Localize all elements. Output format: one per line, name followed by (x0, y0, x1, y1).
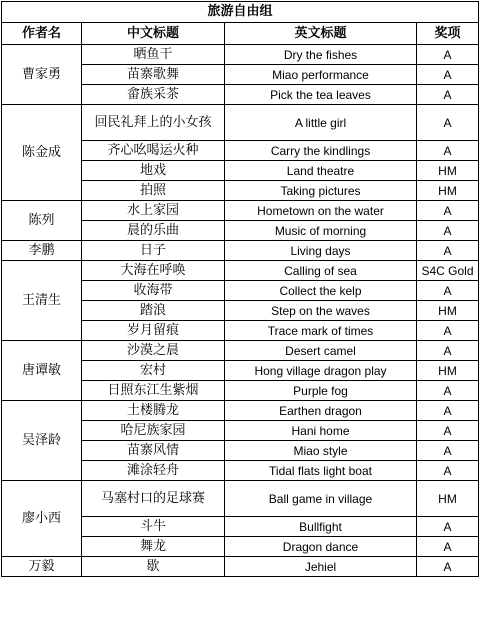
en-title-cell: Trace mark of times (225, 321, 417, 341)
author-cell: 李鹏 (2, 241, 82, 261)
en-title-cell: Desert camel (225, 341, 417, 361)
zh-title-cell: 斗牛 (82, 517, 225, 537)
author-cell: 陈金成 (2, 105, 82, 201)
author-cell: 唐谭敏 (2, 341, 82, 401)
award-cell: A (417, 201, 479, 221)
table-row (2, 105, 479, 141)
en-title-cell: Dragon dance (225, 537, 417, 557)
zh-title-cell: 收海带 (82, 281, 225, 301)
en-title-cell: Collect the kelp (225, 281, 417, 301)
en-title-cell: Hong village dragon play (225, 361, 417, 381)
award-cell: A (417, 321, 479, 341)
zh-title-cell: 土楼腾龙 (82, 401, 225, 421)
en-title-cell: Earthen dragon (225, 401, 417, 421)
award-cell: A (417, 241, 479, 261)
title-row (2, 2, 479, 23)
award-cell: A (417, 85, 479, 105)
en-title-cell: Miao performance (225, 65, 417, 85)
table-row (2, 557, 479, 577)
zh-title-cell: 日照东江生紫烟 (82, 381, 225, 401)
award-cell: A (417, 537, 479, 557)
table-title: 旅游自由组 (2, 2, 479, 23)
zh-title-cell: 歇 (82, 557, 225, 577)
award-cell: A (417, 401, 479, 421)
en-title-cell: Hometown on the water (225, 201, 417, 221)
award-cell: HM (417, 361, 479, 381)
table-row (2, 261, 479, 281)
zh-title-cell: 大海在呼唤 (82, 261, 225, 281)
en-title-cell: Miao style (225, 441, 417, 461)
en-title-cell: Carry the kindlings (225, 141, 417, 161)
author-cell: 吴泽龄 (2, 401, 82, 481)
award-cell: A (417, 461, 479, 481)
en-title-cell: Ball game in village (225, 481, 417, 517)
award-cell: A (417, 45, 479, 65)
author-cell: 廖小西 (2, 481, 82, 557)
header-award: 奖项 (417, 23, 479, 45)
award-cell: S4C Gold (417, 261, 479, 281)
en-title-cell: Living days (225, 241, 417, 261)
en-title-cell: Pick the tea leaves (225, 85, 417, 105)
zh-title-cell: 哈尼族家园 (82, 421, 225, 441)
award-cell: A (417, 557, 479, 577)
en-title-cell: Tidal flats light boat (225, 461, 417, 481)
en-title-cell: A little girl (225, 105, 417, 141)
author-cell: 王清生 (2, 261, 82, 341)
en-title-cell: Jehiel (225, 557, 417, 577)
zh-title-cell: 沙漠之晨 (82, 341, 225, 361)
table-row (2, 341, 479, 361)
award-cell: A (417, 421, 479, 441)
zh-title-cell: 苗寨歌舞 (82, 65, 225, 85)
en-title-cell: Bullfight (225, 517, 417, 537)
award-cell: A (417, 441, 479, 461)
zh-title-cell: 舞龙 (82, 537, 225, 557)
table-body (2, 45, 479, 577)
header-author: 作者名 (2, 23, 82, 45)
award-cell: A (417, 517, 479, 537)
table-row (2, 241, 479, 261)
zh-title-cell: 滩涂轻舟 (82, 461, 225, 481)
en-title-cell: Step on the waves (225, 301, 417, 321)
header-row (2, 23, 479, 45)
en-title-cell: Taking pictures (225, 181, 417, 201)
zh-title-cell: 岁月留痕 (82, 321, 225, 341)
award-cell: HM (417, 301, 479, 321)
award-cell: A (417, 141, 479, 161)
header-zh-title: 中文标题 (82, 23, 225, 45)
author-cell: 万毅 (2, 557, 82, 577)
en-title-cell: Hani home (225, 421, 417, 441)
table-row (2, 401, 479, 421)
zh-title-cell: 地戏 (82, 161, 225, 181)
header-en-title: 英文标题 (225, 23, 417, 45)
award-cell: A (417, 281, 479, 301)
award-cell: A (417, 221, 479, 241)
zh-title-cell: 晒鱼干 (82, 45, 225, 65)
zh-title-cell: 回民礼拜上的小女孩 (82, 105, 225, 141)
en-title-cell: Calling of sea (225, 261, 417, 281)
zh-title-cell: 齐心吆喝运火种 (82, 141, 225, 161)
zh-title-cell: 拍照 (82, 181, 225, 201)
zh-title-cell: 晨的乐曲 (82, 221, 225, 241)
zh-title-cell: 日子 (82, 241, 225, 261)
award-cell: A (417, 105, 479, 141)
zh-title-cell: 畲族采茶 (82, 85, 225, 105)
en-title-cell: Purple fog (225, 381, 417, 401)
zh-title-cell: 宏村 (82, 361, 225, 381)
award-cell: A (417, 65, 479, 85)
awards-table (1, 1, 479, 577)
award-cell: HM (417, 481, 479, 517)
table-row (2, 201, 479, 221)
award-cell: A (417, 341, 479, 361)
table-row (2, 45, 479, 65)
award-cell: HM (417, 161, 479, 181)
award-cell: A (417, 381, 479, 401)
en-title-cell: Land theatre (225, 161, 417, 181)
zh-title-cell: 水上家园 (82, 201, 225, 221)
zh-title-cell: 苗寨风情 (82, 441, 225, 461)
author-cell: 曹家勇 (2, 45, 82, 105)
award-cell: HM (417, 181, 479, 201)
zh-title-cell: 马塞村口的足球赛 (82, 481, 225, 517)
en-title-cell: Music of morning (225, 221, 417, 241)
table-row (2, 481, 479, 517)
en-title-cell: Dry the fishes (225, 45, 417, 65)
zh-title-cell: 踏浪 (82, 301, 225, 321)
author-cell: 陈列 (2, 201, 82, 241)
